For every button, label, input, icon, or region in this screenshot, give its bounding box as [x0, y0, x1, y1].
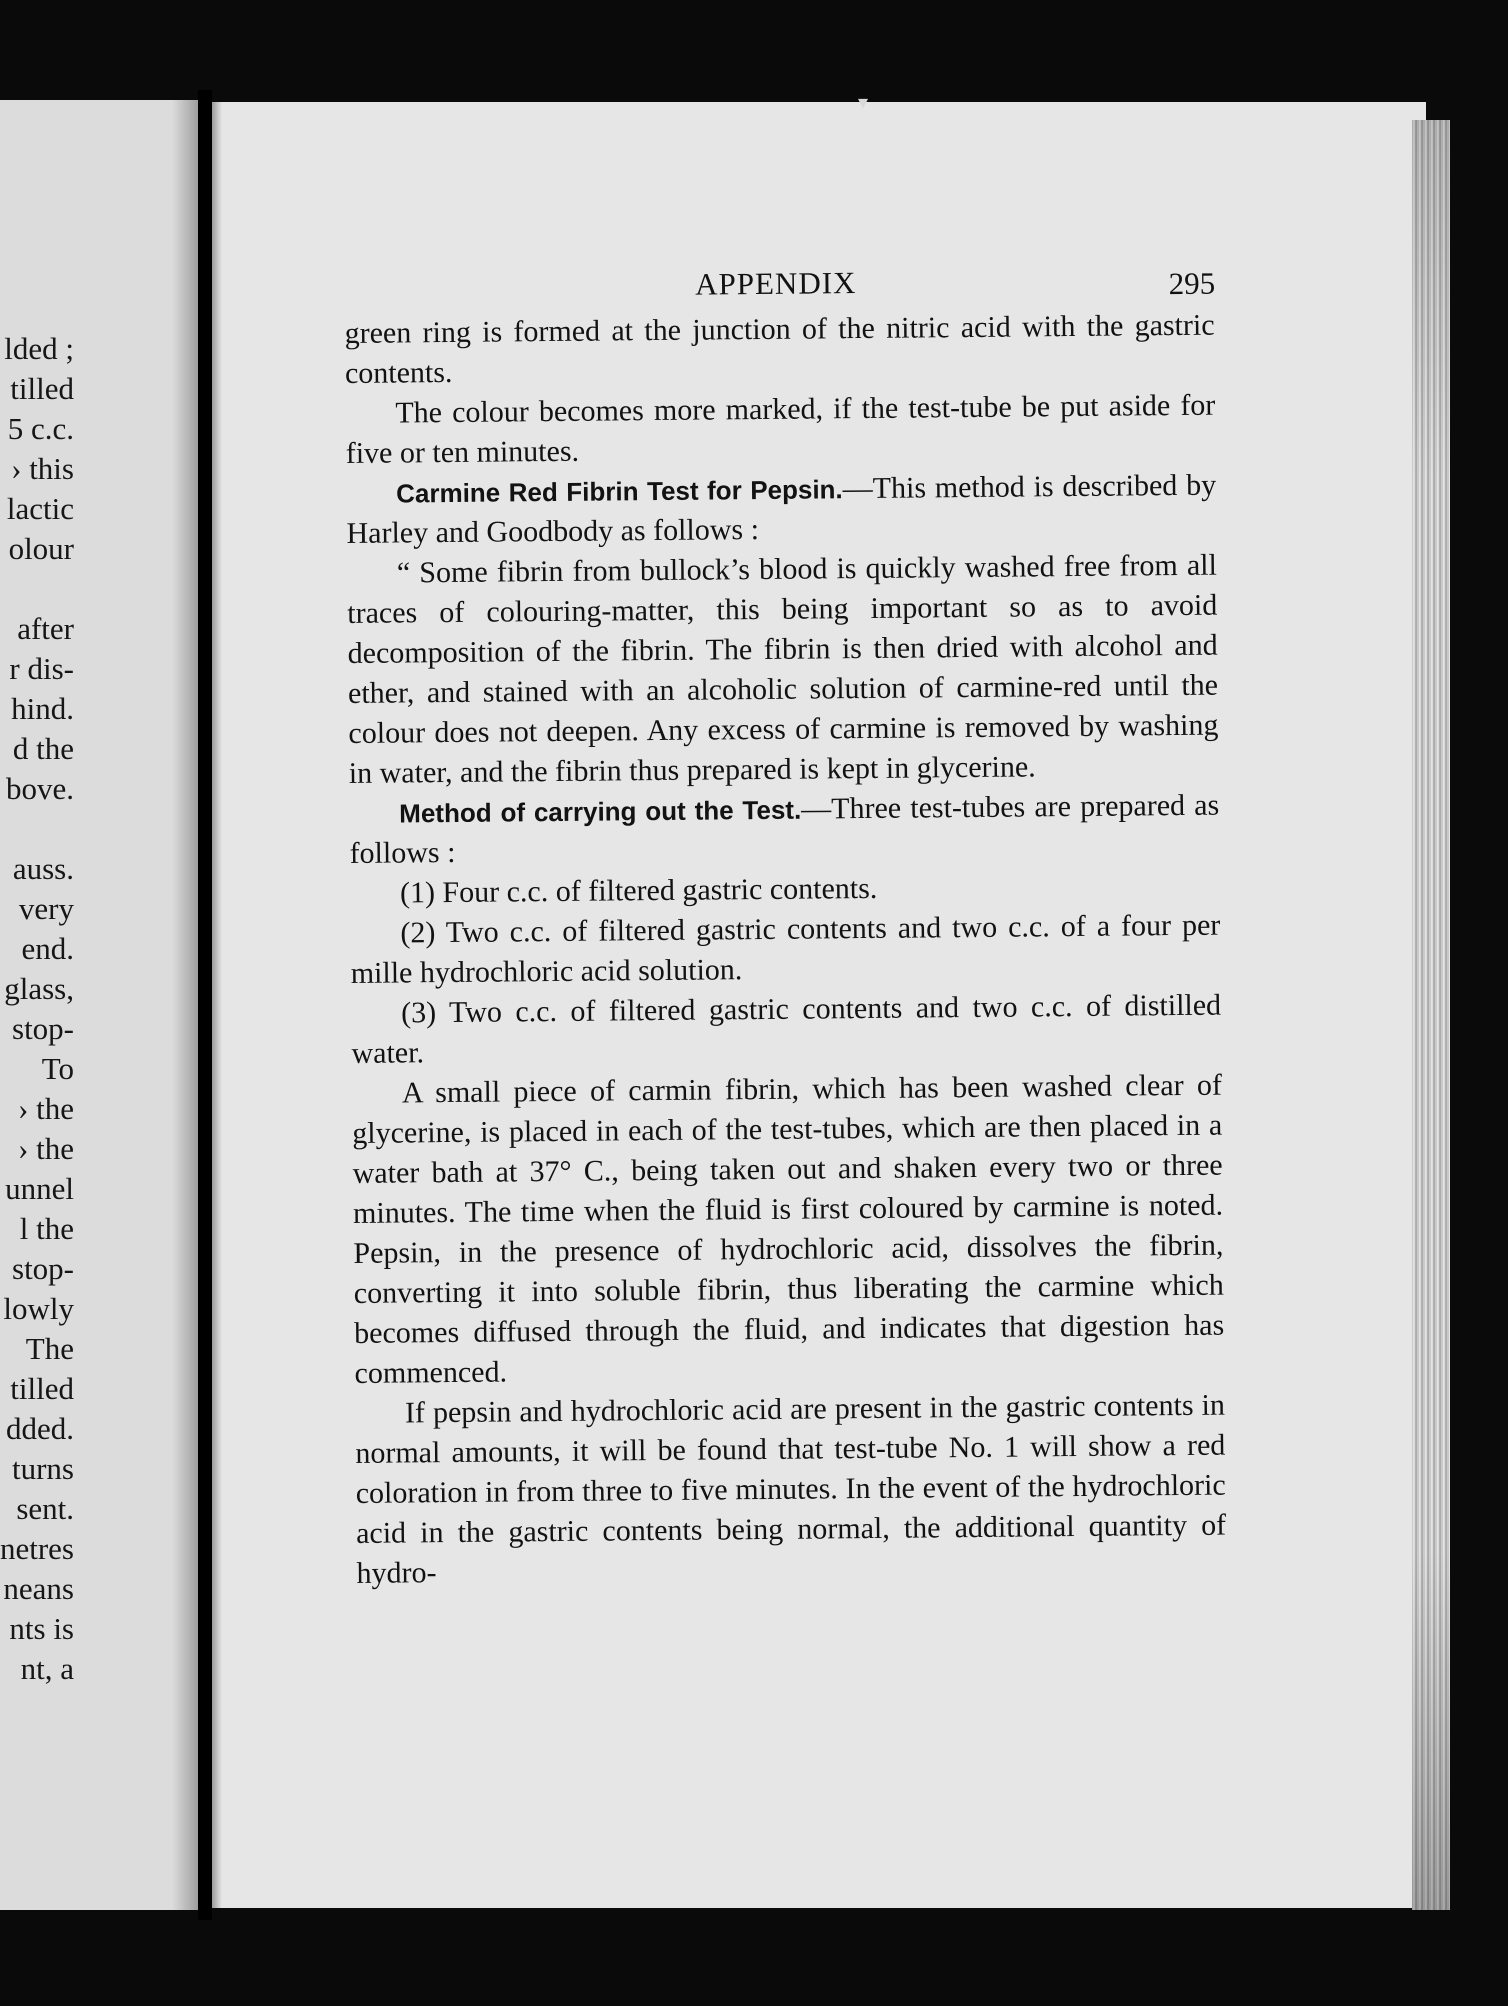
page-stack-edges	[1412, 120, 1450, 1910]
left-page-line: The	[25, 1331, 74, 1366]
book-gutter	[198, 90, 212, 1920]
body-text	[344, 306, 1226, 1594]
left-page-line: bove.	[5, 771, 74, 806]
paragraph	[350, 906, 1221, 994]
paragraph	[344, 306, 1215, 394]
left-page-line: very	[18, 891, 74, 926]
left-page-line: dded.	[5, 1411, 74, 1446]
running-head	[344, 262, 1214, 314]
left-page-line: stop-	[12, 1251, 74, 1286]
paragraph-run-in-heading: Carmine Red Fibrin Test for Pepsin.	[396, 474, 843, 509]
paragraph-text: (2) Two c.c. of filtered gastric contents and two c.c. of a four per mille hydrochloric acid solution.	[350, 908, 1221, 990]
left-page-line: d the	[12, 731, 74, 766]
left-page-line: sent.	[16, 1491, 74, 1526]
paragraph-text: The colour becomes more marked, if the test-tube be put aside for five or ten minutes.	[345, 388, 1216, 470]
paragraph-text: green ring is formed at the junction of the nitric acid with the gastric contents.	[344, 308, 1215, 390]
scan-speck: ▾	[858, 92, 869, 114]
paragraph	[347, 546, 1219, 794]
page-number: 295	[1168, 265, 1216, 302]
left-page-line: lowly	[3, 1291, 74, 1326]
left-page-line: tilled	[10, 371, 74, 406]
left-page-line: turns	[12, 1451, 74, 1486]
paragraph	[349, 786, 1220, 874]
left-page-line: neans	[3, 1571, 74, 1606]
paragraph	[355, 1386, 1227, 1594]
left-page-line: nt, a	[20, 1651, 74, 1686]
paragraph	[346, 466, 1217, 554]
left-page-line: To	[41, 1051, 74, 1086]
paragraph-run-in-heading: Method of carrying out the Test.	[399, 794, 802, 829]
left-facing-page	[0, 100, 198, 1910]
running-head-title: APPENDIX	[694, 265, 857, 302]
left-page-line: › the	[18, 1131, 74, 1166]
left-page-line: hind.	[11, 691, 74, 726]
left-page-line: netres	[0, 1531, 74, 1566]
left-page-line: nts is	[9, 1611, 74, 1646]
left-page-line: olour	[8, 531, 74, 566]
left-page-line: lactic	[6, 491, 74, 526]
page-text-block	[344, 262, 1227, 1594]
paragraph	[352, 1066, 1225, 1394]
paragraph-text: (1) Four c.c. of filtered gastric contents.	[399, 871, 878, 910]
left-page-line: lded ;	[4, 331, 74, 366]
paragraph-text: (3) Two c.c. of filtered gastric contents and two c.c. of distilled water.	[351, 988, 1222, 1070]
paragraph	[351, 986, 1222, 1074]
paragraph-text: —This method is described by Harley and Goodbody as follows :	[346, 468, 1217, 550]
left-page-line: l the	[19, 1211, 74, 1246]
left-page-line: › this	[11, 451, 74, 486]
left-page-line: auss.	[12, 851, 74, 886]
left-page-line: end.	[21, 931, 74, 966]
paragraph-text: If pepsin and hydrochloric acid are present in the gastric contents in normal amounts, it will be found that test-tube No. 1 will show a red coloration in from three to five minutes. In the event of the hydrochloric acid in the gastric contents being normal, the additional quantity of hydro-	[355, 1388, 1227, 1590]
left-page-line: unnel	[5, 1171, 74, 1206]
paragraph-text: A small piece of carmin fibrin, which has been washed clear of glycerine, is placed in each of the test-tubes, which are then placed in a water bath at 37° C., being taken out and shaken every two or three minutes. The time when the fluid is first coloured by carmine is noted. Pepsin, in the presence of hydrochloric acid, dissolves the fibrin, converting it into soluble fibrin, thus liberating the carmine which becomes diffused through the fluid, and indicates that digestion has commenced.	[352, 1068, 1225, 1390]
left-page-line: glass,	[4, 971, 74, 1006]
main-page-inner-edge	[212, 102, 222, 1908]
paragraph-text: —Three test-tubes are prepared as follows :	[349, 788, 1220, 870]
left-page-line: › the	[18, 1091, 74, 1126]
left-page-shadow	[172, 100, 198, 1910]
paragraph-text: “ Some fibrin from bullock’s blood is quickly washed free from all traces of colouring-matter, this being important so as to avoid decomposition of the fibrin. The fibrin is then dried with alcohol and ether, and stained with an alcoholic solution of carmine-red until the colour does not deepen. Any excess of carmine is removed by washing in water, and the fibrin thus prepared is kept in glycerine.	[347, 548, 1219, 790]
left-page-line: stop-	[12, 1011, 74, 1046]
left-page-line: after	[17, 611, 74, 646]
left-page-line: tilled	[10, 1371, 74, 1406]
paragraph	[345, 386, 1216, 474]
left-page-line: r dis-	[9, 651, 74, 686]
left-page-line: 5 c.c.	[7, 411, 74, 446]
